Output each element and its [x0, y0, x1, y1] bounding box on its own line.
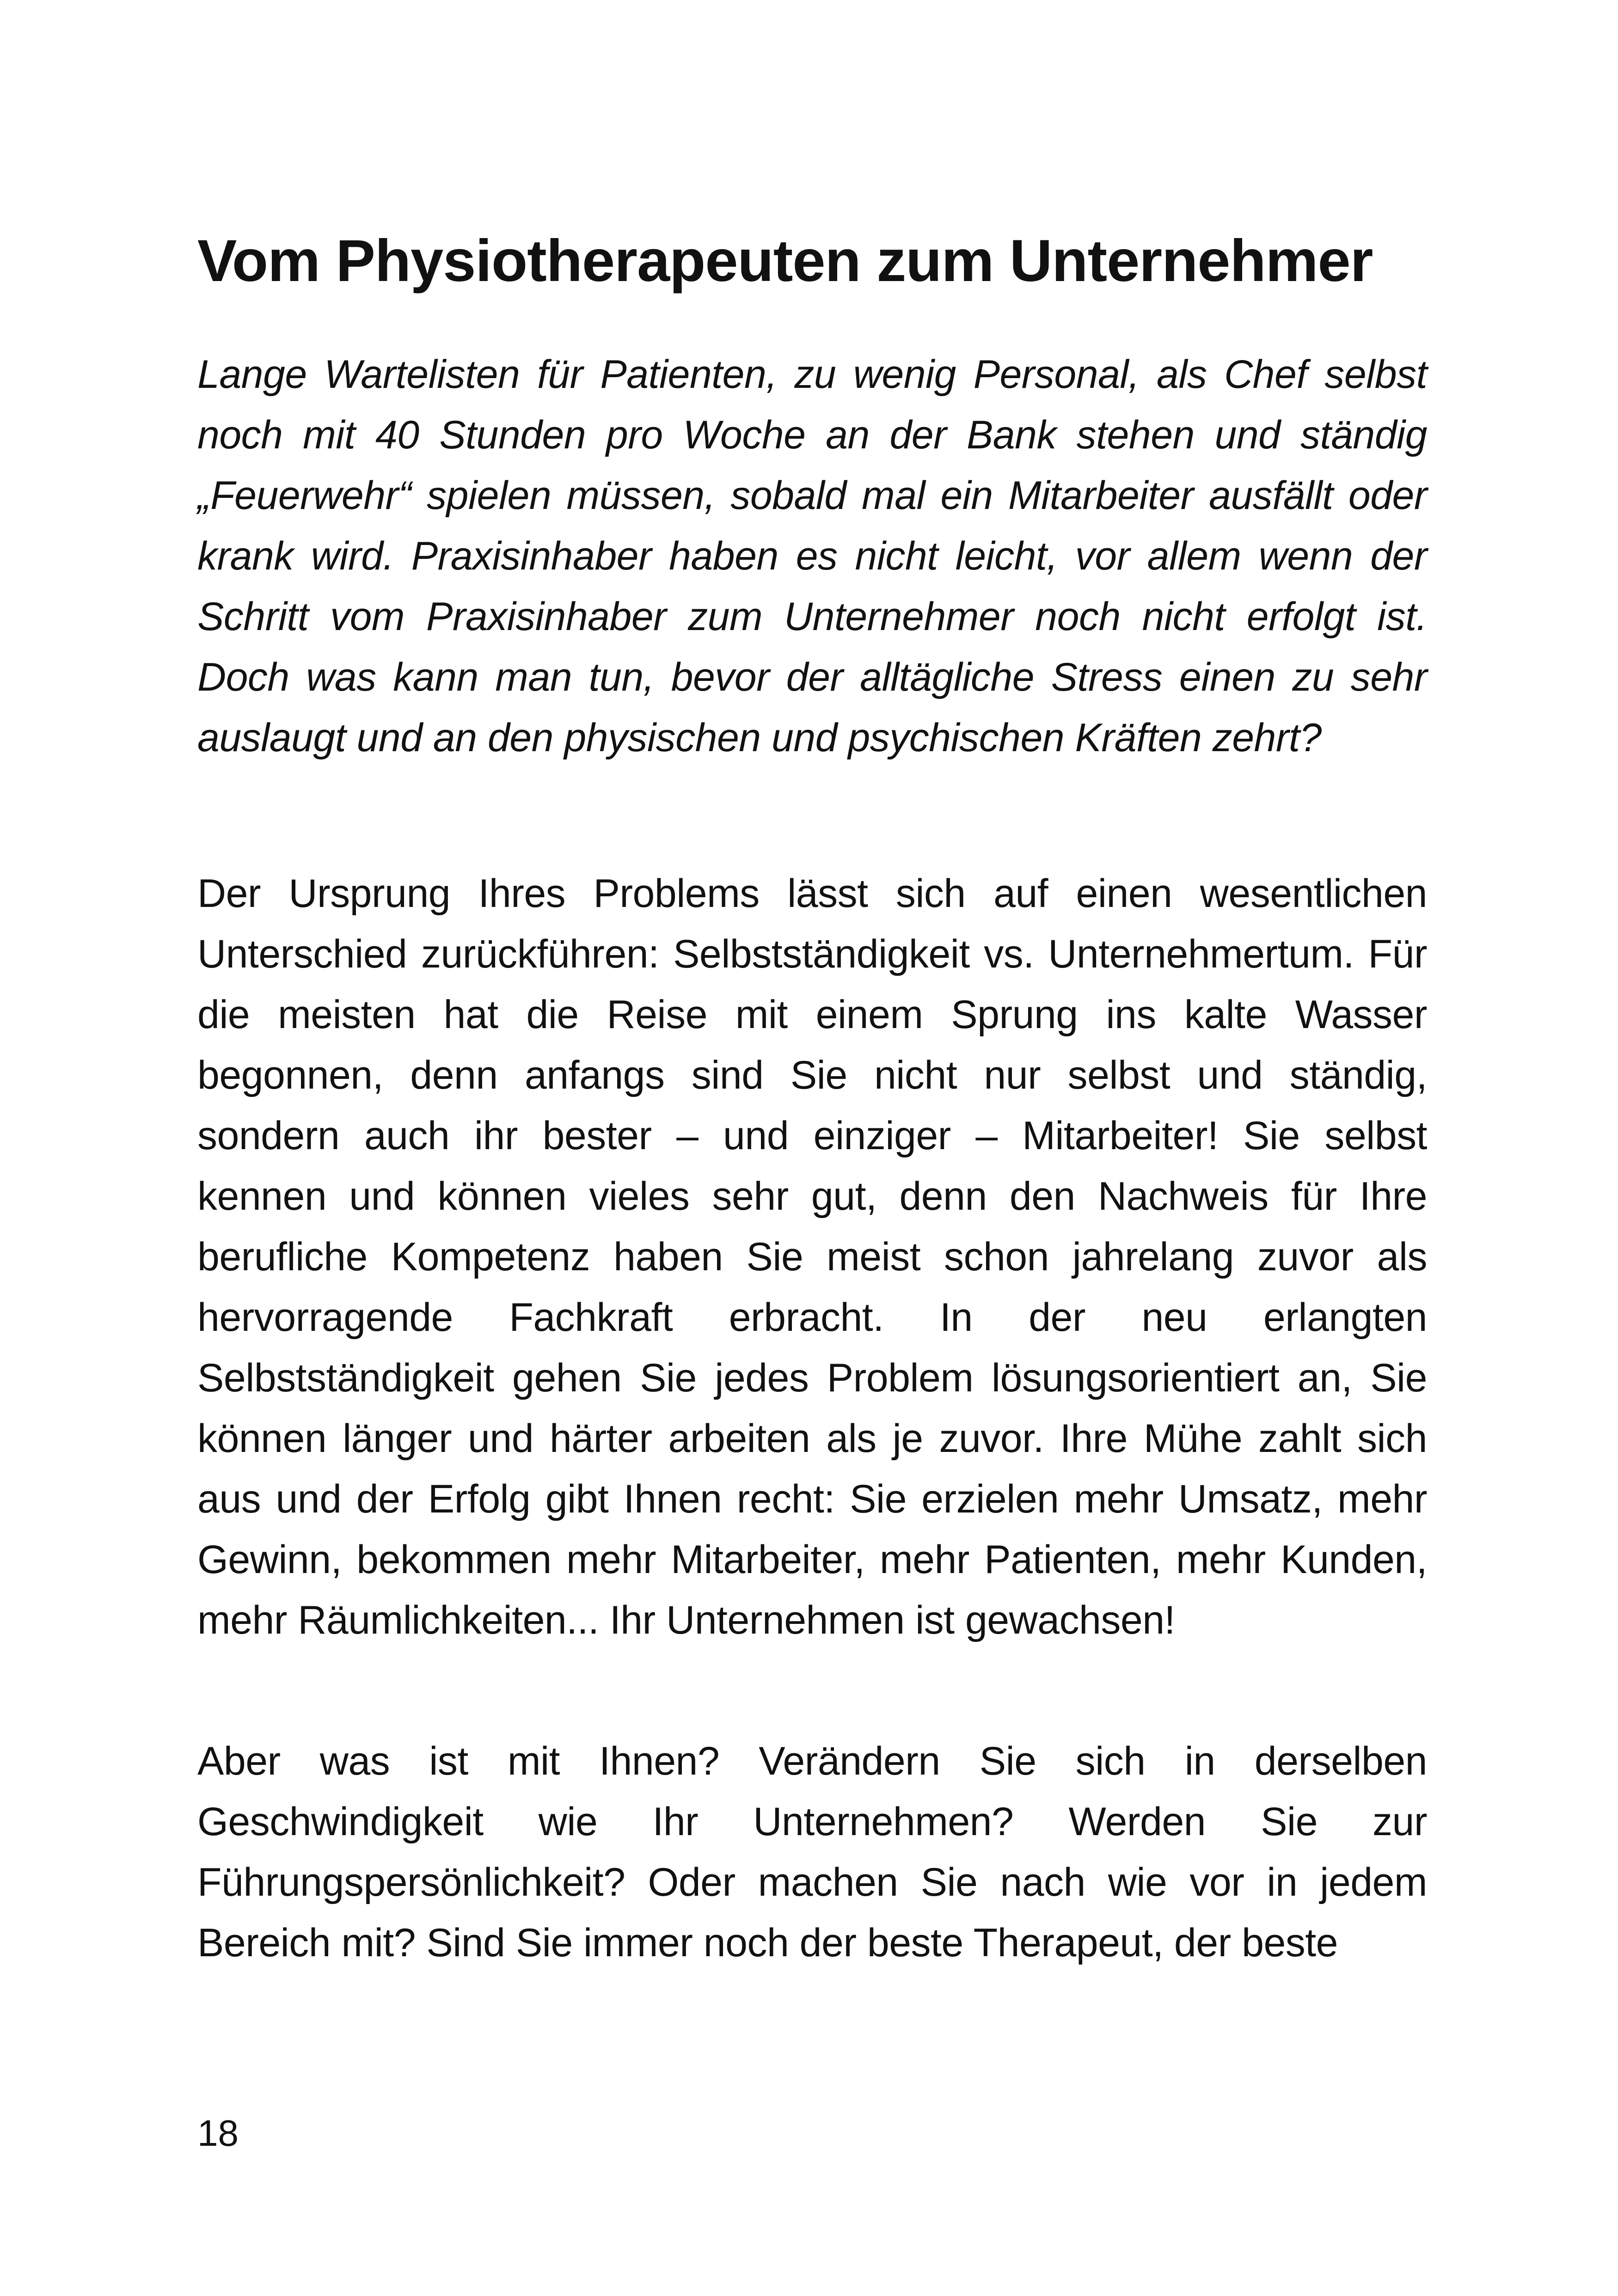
page-number: 18: [197, 2112, 239, 2154]
body-paragraph-2: Aber was ist mit Ihnen? Verändern Sie sich in derselben Geschwindigkeit wie Ihr Unternehmen? Werden Sie zur Führungspersönlichkeit? Oder machen Sie nach wie vor in jedem Bereich mit? Sind Sie immer noch der beste Therapeut, der beste: [197, 1739, 1427, 1965]
body-paragraph-1: Der Ursprung Ihres Problems lässt sich auf einen wesentlichen Unterschied zurückführen: Selbstständigkeit vs. Unternehmertum. Für die meisten hat die Reise mit einem Sprung ins kalte Wasser begonnen, denn anfangs sind Sie nicht nur selbst und ständig, sondern auch ihr bester – und einziger – Mitarbeiter! Sie selbst kennen und können vieles sehr gut, denn den Nachweis für Ihre berufliche Kompetenz haben Sie meist schon jahrelang zuvor als hervorragende Fachkraft erbracht. In der neu erlangten Selbstständigkeit gehen Sie jedes Problem lösungsorientiert an, Sie können länger und härter arbeiten als je zuvor. Ihre Mühe zahlt sich aus und der Erfolg gibt Ihnen recht: Sie erzielen mehr Umsatz, mehr Gewinn, bekommen mehr Mitarbeiter, mehr Patienten, mehr Kunden, mehr Räumlichkeiten... Ihr Unternehmen ist gewachsen!: [197, 871, 1427, 1642]
intro-paragraph: Lange Wartelisten für Patienten, zu wenig Personal, als Chef selbst noch mit 40 Stunden pro Woche an der Bank stehen und ständig „Feuerwehr“ spielen müssen, sobald mal ein Mitarbeiter ausfällt oder krank wird. Praxisinhaber haben es nicht leicht, vor allem wenn der Schritt vom Praxisinhaber zum Unternehmer noch nicht erfolgt ist. Doch was kann man tun, bevor der alltägliche Stress einen zu sehr auslaugt und an den physischen und psychischen Kräften zehrt?: [197, 352, 1427, 760]
chapter-title: Vom Physiotherapeuten zum Unternehmer: [197, 228, 1373, 294]
